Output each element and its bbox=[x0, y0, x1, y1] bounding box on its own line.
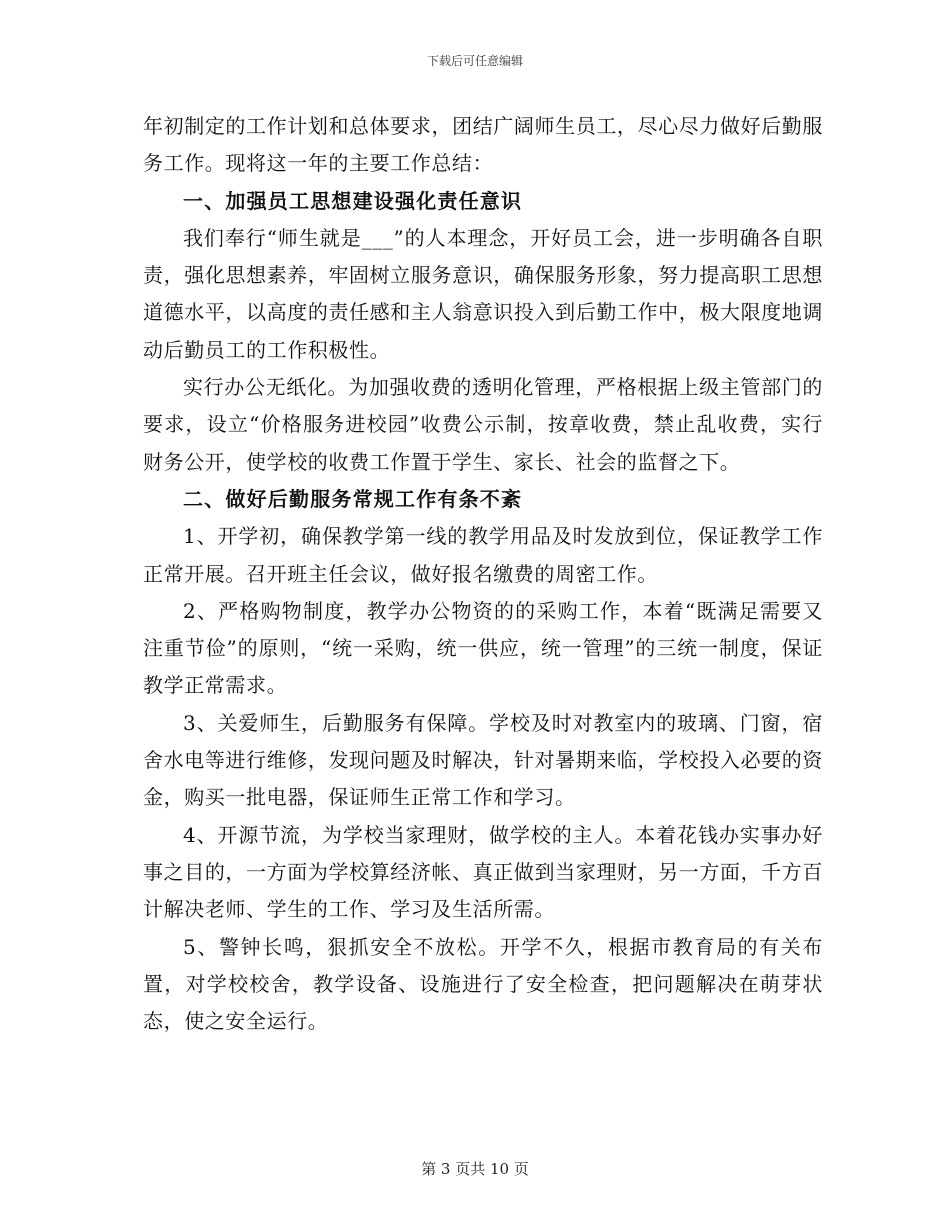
paragraph-item-2: 2、严格购物制度，教学办公物资的的采购工作，本着“既满足需要又注重节俭”的原则，“统一采购，统一供应，统一管理”的三统一制度，保证教学正常需求。 bbox=[143, 598, 823, 698]
paragraph-paperless: 实行办公无纸化。为加强收费的透明化管理，严格根据上级主管部门的要求，设立“价格服务进校园”收费公示制，按章收费，禁止乱收费，实行财务公开，使学校的收费工作置于学生、家长、社会的监督之下。 bbox=[143, 375, 823, 474]
paragraph-item-4: 4、开源节流，为学校当家理财，做学校的主人。本着花钱办实事办好事之目的，一方面为学校算经济帐、真正做到当家理财，另一方面，千方百计解决老师、学生的工作、学习及生活所需。 bbox=[143, 822, 823, 922]
paragraph-intro: 年初制定的工作计划和总体要求，团结广阔师生员工，尽心尽力做好后勤服务工作。现将这一年的主要工作总结： bbox=[143, 114, 823, 176]
page-number: 第 3 页共 10 页 bbox=[421, 1160, 529, 1178]
paragraph-item-3: 3、关爱师生，后勤服务有保障。学校及时对教室内的玻璃、门窗，宿舍水电等进行维修，发现问题及时解决，针对暑期来临，学校投入必要的资金，购买一批电器，保证师生正常工作和学习。 bbox=[143, 710, 823, 810]
page-header: 下载后可任意编辑 bbox=[426, 54, 523, 68]
paragraph-item-1: 1、开学初，确保教学第一线的教学用品及时发放到位，保证教学工作正常开展。召开班主任会议，做好报名缴费的周密工作。 bbox=[143, 524, 823, 586]
section-heading-2: 二、做好后勤服务常规工作有条不紊 bbox=[183, 486, 523, 511]
paragraph-philosophy: 我们奉行“师生就是___”的人本理念，开好员工会，进一步明确各自职责，强化思想素养，牢固树立服务意识，确保服务形象，努力提高职工思想道德水平，以高度的责任感和主人翁意识投入到后勤工作中，极大限度地调动后勤员工的工作积极性。 bbox=[143, 225, 823, 362]
section-heading-1: 一、加强员工思想建设强化责任意识 bbox=[183, 188, 523, 213]
document-body bbox=[143, 108, 823, 1040]
paragraph-item-5: 5、警钟长鸣，狠抓安全不放松。开学不久，根据市教育局的有关布置，对学校校舍，教学设备、设施进行了安全检查，把问题解决在萌芽状态，使之安全运行。 bbox=[143, 934, 823, 1034]
